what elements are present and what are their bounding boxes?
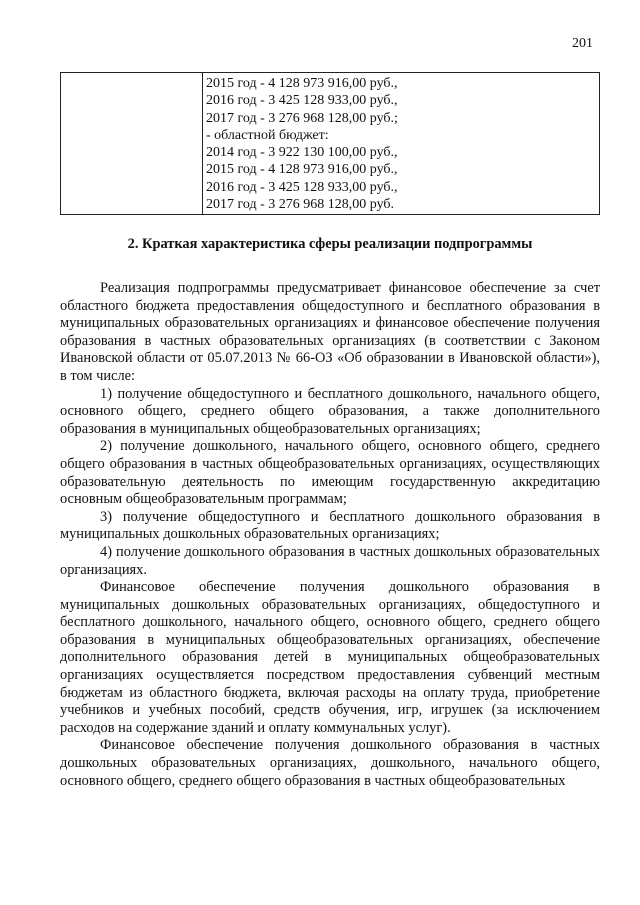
page-number: 201: [572, 36, 593, 51]
table-line: 2017 год - 3 276 968 128,00 руб.;: [206, 110, 398, 126]
list-item-3: 3) получение общедоступного и бесплатного дошкольного образования в муниципальных дошкольных образовательных организациях;: [60, 508, 600, 543]
list-item-4: 4) получение дошкольного образования в частных дошкольных образовательных организациях.: [60, 543, 600, 578]
budget-table: [60, 72, 600, 215]
section-title: 2. Краткая характеристика сферы реализации подпрограммы: [127, 236, 533, 252]
table-line: 2017 год - 3 276 968 128,00 руб.: [206, 197, 395, 213]
list-item-1: 1) получение общедоступного и бесплатного дошкольного, начального общего, основного общего, среднего общего образования, а также дополнительного образования в муниципальных общеобразовательных организациях;: [60, 385, 600, 437]
paragraph-intro: Реализация подпрограммы предусматривает финансовое обеспечение за счет областного бюджета предоставления общедоступного и бесплатного образования в муниципальных образовательных организациях и финансовое обеспечение получения образования в частных образовательных организациях (в соответствии с Законом Ивановской области от 05.07.2013 № 66-ОЗ «Об образовании в Ивановской области»), в том числе:: [60, 280, 600, 384]
table-cell-values: [203, 73, 600, 215]
table-row: [61, 73, 600, 215]
list-item-2: 2) получение дошкольного, начального общего, основного общего, среднего общего образования в частных общеобразовательных организациях, осуществляющих образовательную деятельность по имеющим государственную аккредитацию основным общеобразовательным программам;: [60, 438, 600, 508]
table-line: 2015 год - 4 128 973 916,00 руб.,: [206, 76, 398, 91]
table-line: 2016 год - 3 425 128 933,00 руб.,: [206, 93, 398, 109]
table-line: 2016 год - 3 425 128 933,00 руб.,: [206, 179, 398, 195]
paragraph-financing-private: Финансовое обеспечение получения дошкольного образования в частных дошкольных образовательных организациях, дошкольного, начального общего, основного общего, среднего общего образования в частных общеобразовательных: [60, 737, 600, 789]
paragraph-financing-municipal: Финансовое обеспечение получения дошкольного образования в муниципальных дошкольных образовательных организациях, общедоступного и бесплатного дошкольного, начального общего, основного общего, среднего общего образования в муниципальных общеобразовательных организациях, обеспечение дополнительного образования детей в муниципальных общеобразовательных организациях осуществляется посредством предоставления субвенций местным бюджетам из областного бюджета, включая расходы на оплату труда, приобретение учебников и учебных пособий, средств обучения, игр, игрушек (за исключением расходов на содержание зданий и оплату коммунальных услуг).: [60, 579, 600, 736]
section-body: [60, 280, 600, 790]
table-cell-label: [61, 73, 203, 215]
table-line: 2015 год - 4 128 973 916,00 руб.,: [206, 162, 398, 178]
table-line: - областной бюджет:: [206, 127, 329, 143]
table-line: 2014 год - 3 922 130 100,00 руб.,: [206, 145, 398, 161]
